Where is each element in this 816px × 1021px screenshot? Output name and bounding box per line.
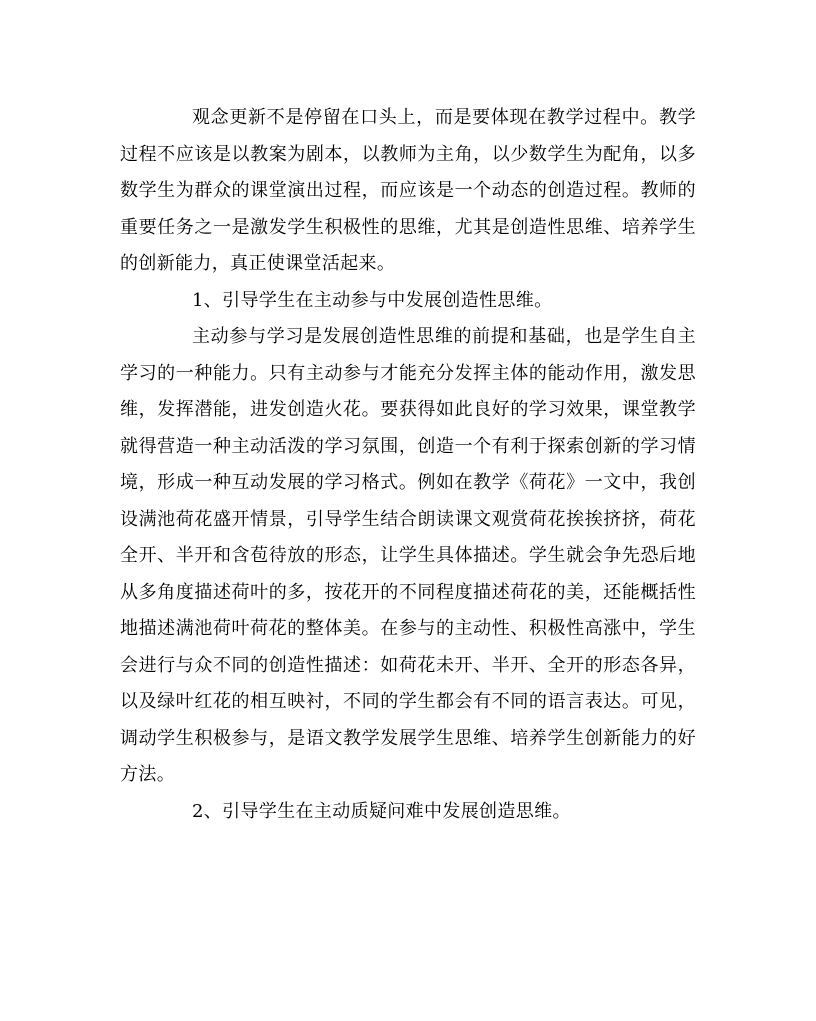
- section-heading-1: 1、引导学生在主动参与中发展创造性思维。: [192, 289, 553, 311]
- paragraph-intro: 观念更新不是停留在口头上，而是要体现在教学过程中。教学过程不应该是以教案为剧本，以教师为主角，以少数学生为配角，以多数学生为群众的课堂演出过程，而应该是一个动态的创造过程。教师的重要任务之一是激发学生积极性的思维，尤其是创造性思维、培养学生的创新能力，真正使课堂活起来。: [120, 107, 696, 274]
- section-heading-2: 2、引导学生在主动质疑问难中发展创造思维。: [192, 800, 571, 822]
- paragraph-section-1: 主动参与学习是发展创造性思维的前提和基础，也是学生自主学习的一种能力。只有主动参与才能充分发挥主体的能动作用，激发思维，发挥潜能，进发创造火花。要获得如此良好的学习效果，课堂教学就得营造一种主动活泼的学习氛围，创造一个有利于探索创新的学习情境，形成一种互动发展的学习格式。例如在教学《荷花》一文中，我创设满池荷花盛开情景，引导学生结合朗读课文观赏荷花挨挨挤挤，荷花全开、半开和含苞待放的形态，让学生具体描述。学生就会争先恐后地从多角度描述荷叶的多，按花开的不同程度描述荷花的美，还能概括性地描述满池荷叶荷花的整体美。在参与的主动性、积极性高涨中，学生会进行与众不同的创造性描述：如荷花未开、半开、全开的形态各异，以及绿叶红花的相互映衬，不同的学生都会有不同的语言表达。可见，调动学生积极参与，是语文教学发展学生思维、培养学生创新能力的好方法。: [120, 326, 696, 785]
- document-body: [120, 100, 696, 830]
